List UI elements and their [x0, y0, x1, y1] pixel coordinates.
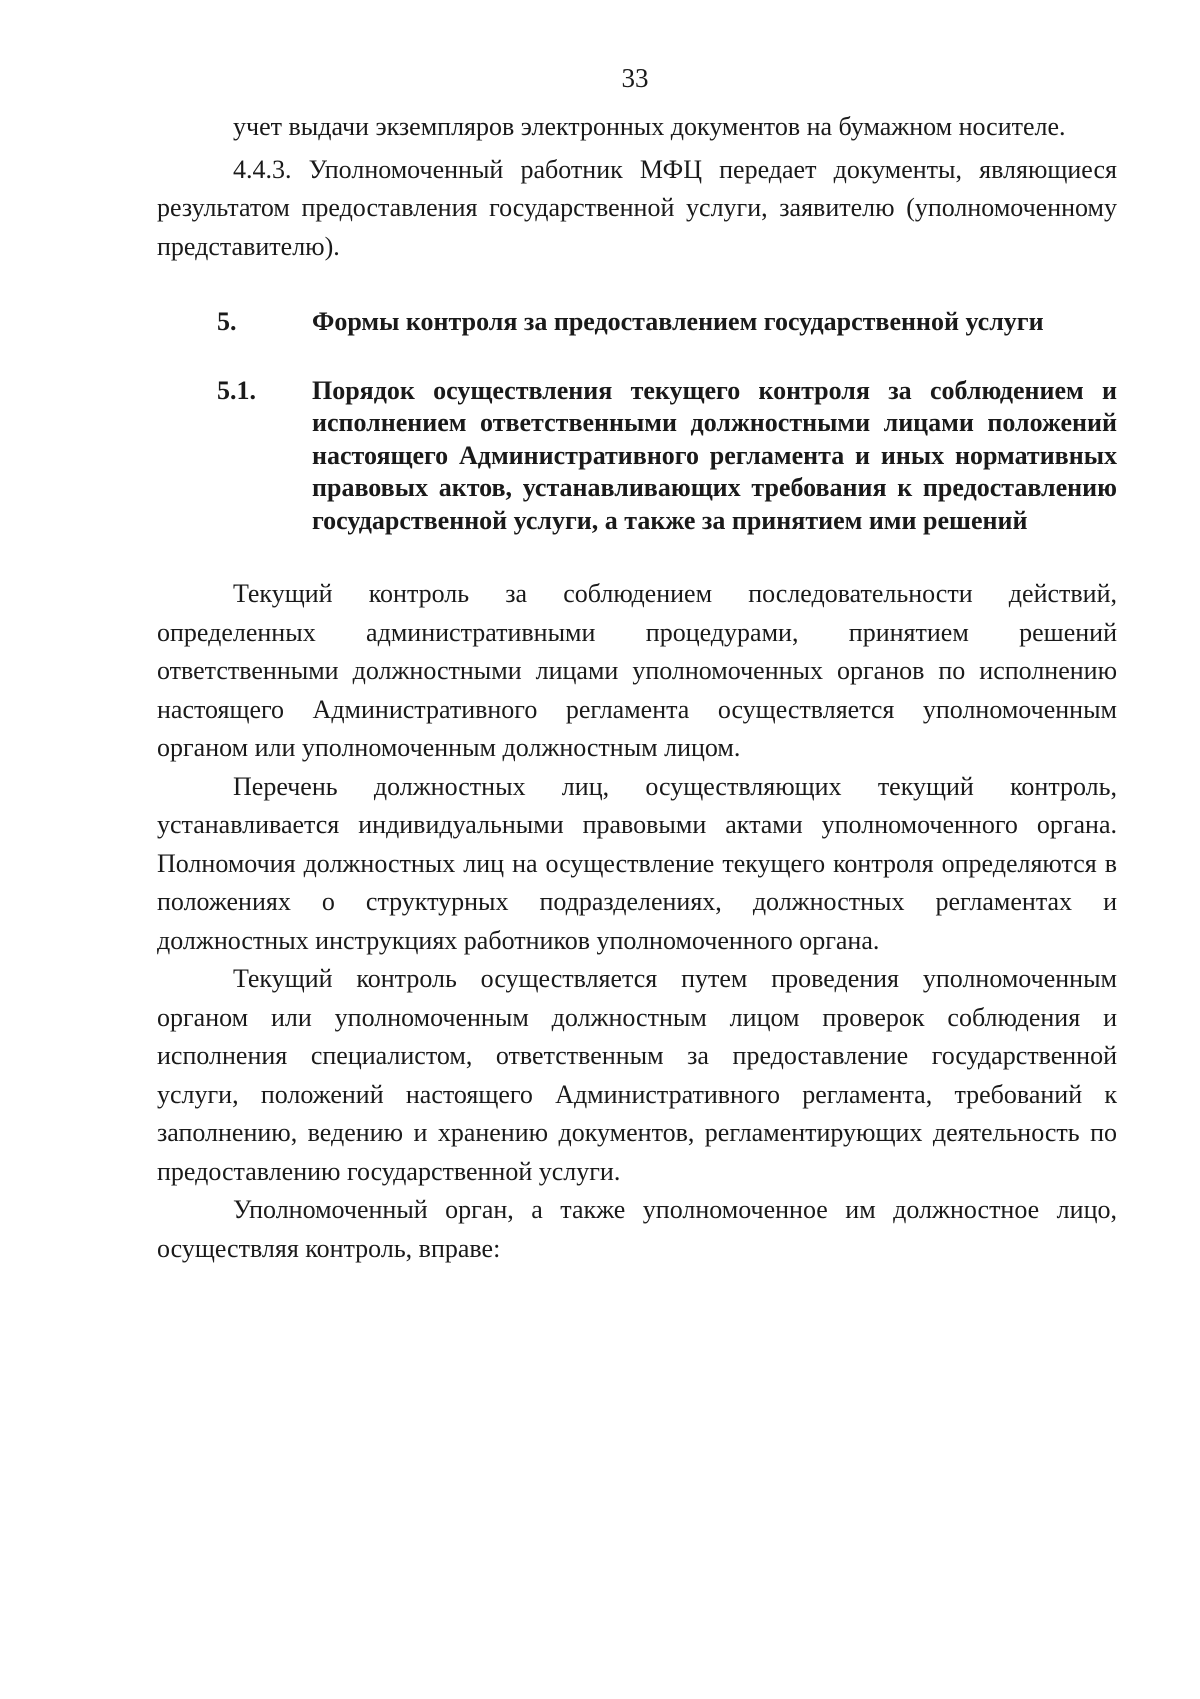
page-number: 33	[621, 63, 649, 93]
section-5-heading	[157, 306, 1117, 339]
paragraph-4-4-3: 4.4.3. Уполномоченный работник МФЦ передает документы, являющиеся результатом предоставления государственной услуги, заявителю (уполномоченному представителю).	[157, 154, 1117, 261]
paragraph-current-control: Текущий контроль за соблюдением последовательности действий, определенных административными процедурами, принятием решений ответственными должностными лицами уполномоченных органов по исполнению настоящего Административного регламента осуществляется уполномоченным органом или уполномоченным должностным лицом.	[157, 579, 1117, 762]
paragraph-authority-rights: Уполномоченный орган, а также уполномоченное им должностное лицо, осуществляя контроль, вправе:	[157, 1195, 1117, 1263]
paragraph-issuance-record: учет выдачи экземпляров электронных документов на бумажном носителе.	[233, 112, 1066, 141]
section-5-title: Формы контроля за предоставлением государственной услуги	[312, 307, 1044, 336]
section-5-number: 5.	[217, 307, 237, 336]
section-5-1-number: 5.1.	[217, 375, 256, 405]
page-content	[157, 108, 1117, 1268]
section-5-1-title: Порядок осуществления текущего контроля за соблюдением и исполнением ответственными должностными лицами положений настоящего Административного регламента и иных нормативных правовых актов, устанавливающих требования к предоставлению государственной услуги, а также за принятием ими решений	[312, 375, 1117, 535]
paragraph-officials-list: Перечень должностных лиц, осуществляющих текущий контроль, устанавливается индивидуальными правовыми актами уполномоченного органа. Полномочия должностных лиц на осуществление текущего контроля определяются в положениях о структурных подразделениях, должностных регламентах и должностных инструкциях работников уполномоченного органа.	[157, 771, 1117, 955]
paragraph-control-checks: Текущий контроль осуществляется путем проведения уполномоченным органом или уполномоченным должностным лицом проверок соблюдения и исполнения специалистом, ответственным за предоставление государственной услуги, положений настоящего Административного регламента, требований к заполнению, ведению и хранению документов, регламентирующих деятельность по предоставлению государственной услуги.	[157, 964, 1117, 1186]
section-5-1-heading	[157, 375, 1117, 538]
